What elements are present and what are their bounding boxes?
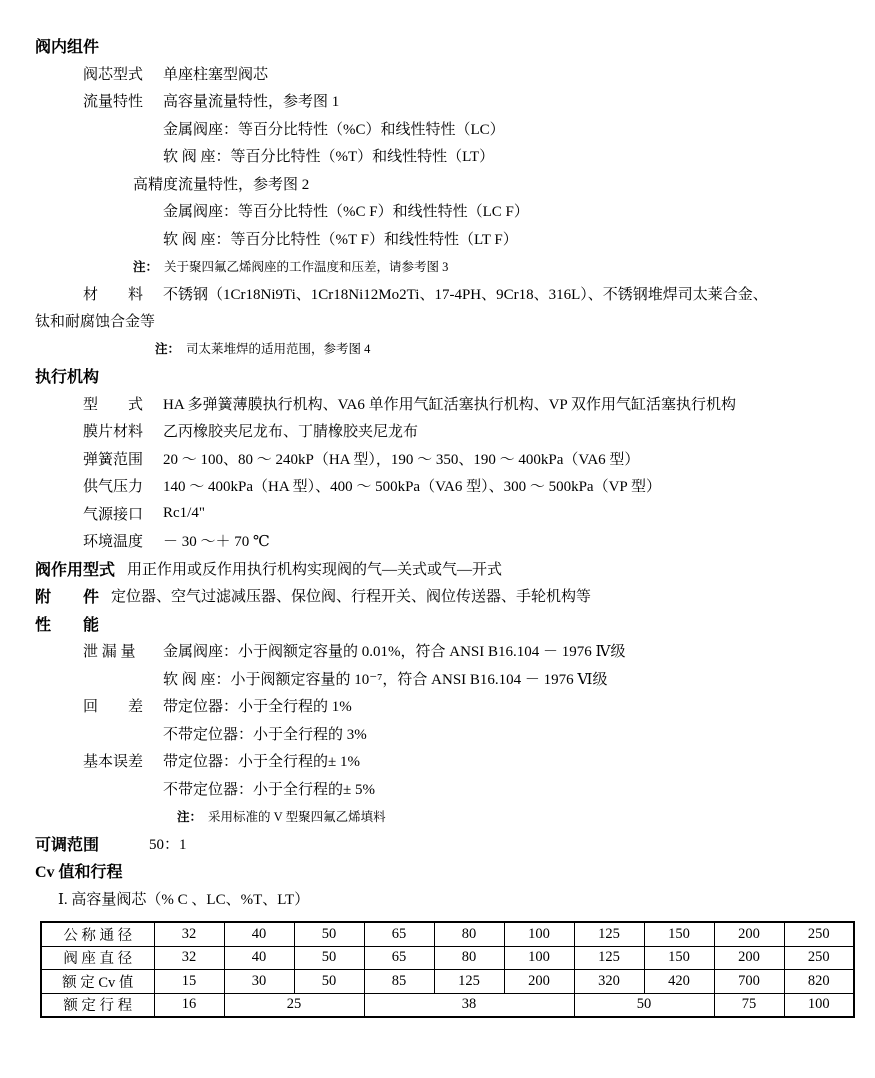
spec-value-hysteresis-without-positioner: 不带定位器：小于全行程的 3% [163, 726, 367, 743]
cv-table-cell: 65 [364, 922, 434, 946]
spec-value-hysteresis-with-positioner: 带定位器：小于全行程的 1% [163, 699, 352, 716]
spec-value-ambient-temperature: － 30 ～＋ 70 ℃ [163, 534, 270, 551]
cv-table-cell: 820 [784, 970, 854, 994]
note-packing [35, 802, 857, 830]
note-text: 采用标准的 V 型聚四氟乙烯填料 [208, 809, 386, 824]
spec-row-spring-range [35, 445, 857, 473]
cv-table-cell: 100 [504, 946, 574, 970]
spec-value-actuator-type: HA 多弹簧薄膜执行机构、VA6 单作用气缸活塞执行机构、VP 双作用气缸活塞执行机构 [163, 396, 736, 413]
flow-precise-line: 高精度流量特性，参考图 2 [133, 176, 310, 193]
spec-label-diaphragm-material: 膜片材料 [83, 424, 144, 441]
cv-table-cell: 100 [504, 922, 574, 946]
note-ptfe-seat [35, 252, 857, 280]
cv-table-cell: 40 [224, 946, 294, 970]
cv-table-row-rated-travel [41, 993, 854, 1017]
spec-row-plug-type [35, 60, 857, 88]
spec-row-actuator-type [35, 390, 857, 418]
cv-table-cell: 25 [224, 993, 364, 1017]
cv-table-row-seat-diameter [41, 946, 854, 970]
spec-label-plug-type: 阀芯型式 [83, 66, 144, 83]
spec-value-leakage-soft: 软 阀 座：小于阀额定容量的 10⁻⁷，符合 ANSI B16.104 － 1976 Ⅵ级 [163, 671, 608, 688]
spec-label-valve-action: 阀作用型式 [35, 561, 116, 579]
spec-value-supply-pressure: 140 ～ 400kPa（HA 型）、400 ～ 500kPa（VA6 型）、300 ～ 500kPa（VP 型） [163, 479, 661, 496]
spec-value-accessories: 定位器、空气过滤减压器、保位阀、行程开关、阀位传送器、手轮机构等 [111, 589, 592, 606]
cv-table-cell: 200 [714, 922, 784, 946]
cv-table-cell: 125 [574, 922, 644, 946]
flow-precise-metal-seat-line: 金属阀座：等百分比特性（%C F）和线性特性（LC F） [163, 204, 529, 221]
cv-table-cell: 16 [154, 993, 224, 1017]
spec-value-valve-action: 用正作用或反作用执行机构实现阀的气—关式或气—开式 [127, 561, 503, 578]
spec-row-supply-pressure [35, 472, 857, 500]
note-label: 注： [133, 259, 159, 274]
cv-table-header-cell: 公 称 通 径 [41, 922, 154, 946]
spec-row-diaphragm-material [35, 417, 857, 445]
cv-table-row-rated-cv [41, 970, 854, 994]
spec-label-accessories: 附 件 [35, 589, 100, 607]
cv-table-cell: 125 [434, 970, 504, 994]
cv-table-cell: 700 [714, 970, 784, 994]
cv-table-cell: 50 [574, 993, 714, 1017]
spec-value-rangeability: 50：1 [149, 836, 187, 853]
spec-value-basic-error-without-positioner: 不带定位器：小于全行程的± 5% [163, 781, 375, 798]
section-heading-actuator: 执行机构 [35, 369, 100, 387]
note-stellite [35, 335, 857, 363]
cv-table-cell: 80 [434, 922, 504, 946]
spec-label-spring-range: 弹簧范围 [83, 451, 144, 468]
spec-label-leakage: 泄 漏 量 [83, 644, 136, 661]
spec-row-leakage [35, 637, 857, 665]
spec-row-material [35, 280, 857, 308]
cv-table-cell: 40 [224, 922, 294, 946]
cv-table-cell: 420 [644, 970, 714, 994]
spec-value-air-connection: Rc1/4" [163, 504, 205, 521]
flow-high-soft-seat-line: 软 阀 座：等百分比特性（%T）和线性特性（LT） [163, 149, 495, 166]
cv-table-cell: 250 [784, 946, 854, 970]
cv-subtitle-high-capacity: Ⅰ. 高容量阀芯（% C 、LC、%T、LT） [58, 891, 310, 908]
cv-table-cell: 30 [224, 970, 294, 994]
note-label: 注： [177, 809, 203, 824]
spec-row-flow-characteristic [35, 87, 857, 115]
cv-table-cell: 65 [364, 946, 434, 970]
cv-table-header-cell: 阀 座 直 径 [41, 946, 154, 970]
spec-value-plug-type: 单座柱塞型阀芯 [163, 66, 269, 83]
section-heading-performance: 性 能 [35, 616, 100, 634]
spec-row-rangeability [35, 830, 857, 858]
cv-table-cell: 150 [644, 922, 714, 946]
spec-label-air-connection: 气源接口 [83, 506, 144, 523]
cv-table-cell: 85 [364, 970, 434, 994]
note-text: 关于聚四氟乙烯阀座的工作温度和压差，请参考图 3 [164, 259, 449, 274]
spec-row-valve-action [35, 555, 857, 583]
cv-table-cell: 32 [154, 946, 224, 970]
cv-table-row-nominal-diameter [41, 922, 854, 946]
cv-table-cell: 250 [784, 922, 854, 946]
spec-value-spring-range: 20 ～ 100、80 ～ 240kP（HA 型），190 ～ 350、190 ～ 400kPa（VA6 型） [163, 451, 640, 468]
spec-label-actuator-type: 型 式 [83, 396, 144, 413]
cv-table-cell: 150 [644, 946, 714, 970]
section-heading-cv-travel: Cv 值和行程 [35, 864, 123, 882]
spec-value-flow-characteristic: 高容量流量特性，参考图 1 [163, 94, 340, 111]
cv-table-cell: 32 [154, 922, 224, 946]
cv-table-cell: 125 [574, 946, 644, 970]
cv-table-cell: 75 [714, 993, 784, 1017]
spec-label-flow-characteristic: 流量特性 [83, 94, 144, 111]
spec-label-supply-pressure: 供气压力 [83, 479, 144, 496]
cv-table-cell: 100 [784, 993, 854, 1017]
spec-value-basic-error-with-positioner: 带定位器：小于全行程的± 1% [163, 754, 360, 771]
flow-high-metal-seat-line: 金属阀座：等百分比特性（%C）和线性特性（LC） [163, 121, 505, 138]
spec-value-material-continued: 钛和耐腐蚀合金等 [35, 314, 156, 331]
spec-label-rangeability: 可调范围 [35, 836, 100, 854]
spec-value-diaphragm-material: 乙丙橡胶夹尼龙布、丁腈橡胶夹尼龙布 [163, 424, 419, 441]
spec-label-material: 材 料 [83, 286, 144, 303]
note-label: 注： [155, 342, 181, 357]
cv-table-cell: 50 [294, 922, 364, 946]
spec-row-hysteresis [35, 692, 857, 720]
note-text: 司太莱堆焊的适用范围，参考图 4 [186, 342, 371, 357]
spec-label-basic-error: 基本误差 [83, 754, 144, 771]
spec-value-material: 不锈钢（1Cr18Ni9Ti、1Cr18Ni12Mo2Ti、17-4PH、9Cr18、316L）、不锈钢堆焊司太莱合金、 [163, 286, 768, 303]
spec-label-hysteresis: 回 差 [83, 699, 144, 716]
spec-row-air-connection [35, 500, 857, 528]
spec-row-ambient-temperature [35, 527, 857, 555]
spec-row-basic-error [35, 747, 857, 775]
cv-table-cell: 200 [714, 946, 784, 970]
cv-table-cell: 15 [154, 970, 224, 994]
cv-table-cell: 50 [294, 970, 364, 994]
cv-table-cell: 80 [434, 946, 504, 970]
section-heading-valve-trim: 阀内组件 [35, 39, 100, 57]
cv-table-cell: 50 [294, 946, 364, 970]
cv-table [40, 921, 855, 1018]
spec-label-ambient-temperature: 环境温度 [83, 534, 144, 551]
flow-precise-soft-seat-line: 软 阀 座：等百分比特性（%T F）和线性特性（LT F） [163, 231, 518, 248]
cv-table-header-cell: 额 定 Cv 值 [41, 970, 154, 994]
cv-table-cell: 200 [504, 970, 574, 994]
spec-row-accessories [35, 582, 857, 610]
cv-table-cell: 38 [364, 993, 574, 1017]
cv-table-cell: 320 [574, 970, 644, 994]
cv-table-header-cell: 额 定 行 程 [41, 993, 154, 1017]
spec-value-leakage-metal: 金属阀座：小于阀额定容量的 0.01%，符合 ANSI B16.104 － 1976 Ⅳ级 [163, 644, 626, 661]
